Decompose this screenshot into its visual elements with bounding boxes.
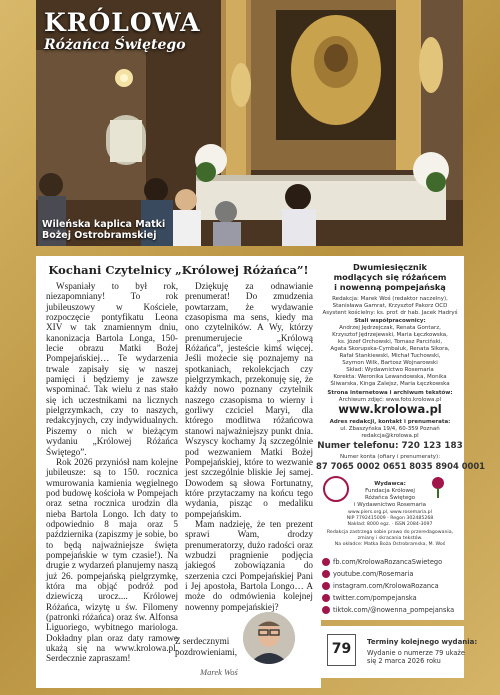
photo-caption: Wileńska kaplica Matki Bożej Ostrobramskiej bbox=[42, 219, 166, 241]
publisher-nip: NIP 7792415009 · Regon 302485268 bbox=[346, 516, 434, 521]
collaborators-line: ks. Józef Orchowski, Tomasz Parciński, bbox=[337, 339, 443, 345]
photo-archive-line: Archiwum zdjęć: www.foto.krolowa.pl bbox=[338, 397, 442, 403]
proofreading-line: Śliwarska, Kinga Zalejsz, Maria Łęczkowska bbox=[330, 381, 450, 387]
proofreading-line: Korekta: Weronika Lewandowska, Monika bbox=[333, 374, 447, 380]
letter-paragraph: Wspaniały to był rok, niezapomniany! To rok jubileuszowy w Kościele, rozpoczęcie pontyfikatu Leona XIV w tak znamiennym dniu, kanonizacja Bartola Longa, 150-lecie obrazu Matki Bożej Pompejańskiej… Te wydarzenia trwale zapisały się w naszej pamięci i będziemy je zawsze wspominać. Tak wielu z nas stało się ich uczestnikami na licznych pielgrzymkach, czy to naszych, redakcyjnych, czy indywidualnych. Piszemy o nich w bieżącym wydaniu „Królowej Różańca Świętego”. bbox=[46, 281, 178, 457]
instagram-link[interactable]: instagram.com/KrolowaRozanca bbox=[322, 582, 439, 590]
author-portrait bbox=[243, 612, 295, 664]
collaborators-line: Andrzej Jędrzejczak, Renata Gontarz, bbox=[339, 325, 441, 331]
collaborators-line: Agata Skorupska-Cymbaluk, Renata Sikora, bbox=[330, 346, 450, 352]
publisher-line: Różańca Świętego bbox=[364, 495, 416, 501]
next-issue-line: Wydanie o numerze 79 ukaże bbox=[367, 649, 465, 657]
imprint-title-line: i nowenną pompejańską bbox=[334, 282, 446, 292]
address-heading: Adres redakcji, kontakt i prenumerata: bbox=[329, 419, 451, 425]
letter-column-2 bbox=[185, 281, 313, 612]
phone-number: Numer telefonu: 720 123 183 bbox=[317, 441, 463, 451]
publisher-issn: Nakład: 8000 egz. · ISSN 2084-3097 bbox=[347, 522, 433, 527]
imprint-title-line: Dwumiesięcznik bbox=[352, 262, 427, 272]
next-issue-heading: Terminy kolejnego wydania: bbox=[367, 638, 478, 646]
letter-paragraph: Mam nadzieję, że ten prezent sprawi Wam, drodzy prenumeratorzy, dużo radości oraz wzbudzi pragnienie podjęcia jakiegoś zobowiązania do szerzenia czci Pompejańskiej Pani i Jej apostoła, Bartola Longo… A może do odmówienia kolejnej nowenny pompejańskiej? bbox=[185, 518, 313, 612]
publisher-line: i Wydawnictwo Rosemaria bbox=[353, 502, 427, 508]
account-label: Numer konta (ofiary i prenumeraty): bbox=[339, 454, 441, 460]
typesetting-line: Skład: Wydawnictwo Rosemaria bbox=[346, 367, 434, 373]
editorial-line: Stanisława Gamrat, Krzysztof Pakorz OCD bbox=[332, 303, 448, 309]
facebook-link[interactable]: fb.com/KrolowaRozancaSwietego bbox=[322, 558, 442, 566]
author-portrait-image bbox=[243, 612, 295, 664]
tiktok-icon bbox=[322, 606, 330, 614]
collaborators-heading: Stali współpracownicy: bbox=[354, 318, 426, 324]
twitter-link[interactable]: twitter.com/pompejanska bbox=[322, 594, 417, 602]
publisher-websites: www.piers.org.pl, www.rosemaria.pl bbox=[348, 510, 432, 515]
address-line: ul. Zbaszyńska 19/4, 60-359 Poznań bbox=[340, 426, 440, 432]
account-number: 87 7065 0002 0651 8035 8904 0001 bbox=[316, 461, 486, 471]
calendar-icon: 79 bbox=[327, 634, 356, 666]
youtube-link[interactable]: youtube.com/Rosemaria bbox=[322, 570, 413, 578]
letter-author: Marek Woś bbox=[200, 667, 238, 677]
letter-heading: Kochani Czytelnicy „Królowej Różańca”! bbox=[48, 263, 309, 277]
imprint-title-line: modlących się różańcem bbox=[333, 272, 447, 282]
publisher-line: Fundacja Królowej bbox=[365, 488, 415, 494]
twitter-icon bbox=[322, 594, 330, 602]
website-link[interactable]: www.krolowa.pl bbox=[338, 402, 442, 416]
editorial-line: Redakcja: Marek Woś (redaktor naczelny), bbox=[332, 296, 448, 302]
collaborators-line: Rafał Stankiewski, Michał Tuchowski, bbox=[339, 353, 441, 359]
letter-column-1 bbox=[46, 281, 178, 664]
letter-paragraph: Rok 2026 przyniósł nam kolejne jubileusze: są to 150. rocznica wmurowania kamienia węgielnego pod budowę kościoła w Pompejach oraz setna rocznica urodzin dla nieba Bartola Longo. Ich daty to odpowiednio 8 maja oraz 5 października (zapiszmy je sobie, bo to będą najważniejsze święta pompejańskie w tym czasie!). Na drugie z wydarzeń planujemy naszą już 26. pompejańską pielgrzymkę, która ma objąć podróż pod dziewiczą urocz.... Królowej Różańca, wizytę u św. Filomeny (patronki różańca) oraz św. Alfonsa Liguoriego, wybitnego mariologa. Dokładny plan oraz daty ramowe ukażą się na www.krolowa.pl. Serdecznie zapraszam! bbox=[46, 456, 178, 664]
chapel-photo bbox=[36, 0, 463, 246]
masthead-subtitle: Różańca Świętego bbox=[44, 37, 186, 53]
instagram-icon bbox=[322, 582, 330, 590]
facebook-icon bbox=[322, 558, 330, 566]
publisher-heading: Wydawca: bbox=[374, 481, 406, 487]
tiktok-link[interactable]: tiktok.com/@nowenna_pompejanska bbox=[322, 606, 454, 614]
collaborators-line: Krzysztof Jędrzejewski, Maria Łęczkowska, bbox=[332, 332, 448, 338]
letter-closing: Z serdecznymi pozdrowieniami, bbox=[175, 636, 237, 657]
youtube-icon bbox=[322, 570, 330, 578]
disclaimer-line: zmiany i skracania tekstów. bbox=[357, 536, 423, 541]
editorial-line: Asystent kościelny: ks. prof. dr hab. Jacek Hadryś bbox=[322, 310, 458, 316]
email-link[interactable]: redakcja@krolowa.pl bbox=[361, 433, 419, 439]
disclaimer-line: Na okładce: Matka Boża Ostrobramska, M. Woś bbox=[334, 542, 446, 547]
disclaimer-line: Redakcja zastrzega sobie prawo do przeredagowania, bbox=[326, 530, 454, 535]
collaborators-line: Szymon Wilk, Bartosz Wojnarowski bbox=[342, 360, 438, 366]
letter-paragraph: Dziękuję za odnawianie prenumerat! Do zmudzenia powtarzam, że wydawanie czasopisma ma sens, kiedy ma ono czytelników. A Wy, którzy prenumerujecie „Królową Różańca”, jesteście kimś więcej. Jeśli możecie się poznajemy na spotkaniach, rekolekcjach czy pielgrzymkach, przekonuję się, że każdy nowo poznany czytelnik naszego czasopisma to wierny i gorliwy czciciel Maryi, dla którego modlitwa różańcowa stanowi najważniejszy punkt dnia. Wszyscy kochamy Ją szczególnie pod wezwaniem Matki Bożej Pompejańskiej, które to wezwanie jest szczególnie bliskie Jej samej. Dowodem są słowa Fortunatny, które przytaczamy na końcu tego wydania, pisząc o medaliku pompejańskim. bbox=[185, 281, 313, 519]
next-issue-line: się 2 marca 2026 roku bbox=[367, 657, 441, 665]
archive-heading: Strona internetowa i archiwum tekstów: bbox=[327, 390, 453, 396]
masthead-title: KRÓLOWA bbox=[44, 8, 201, 37]
